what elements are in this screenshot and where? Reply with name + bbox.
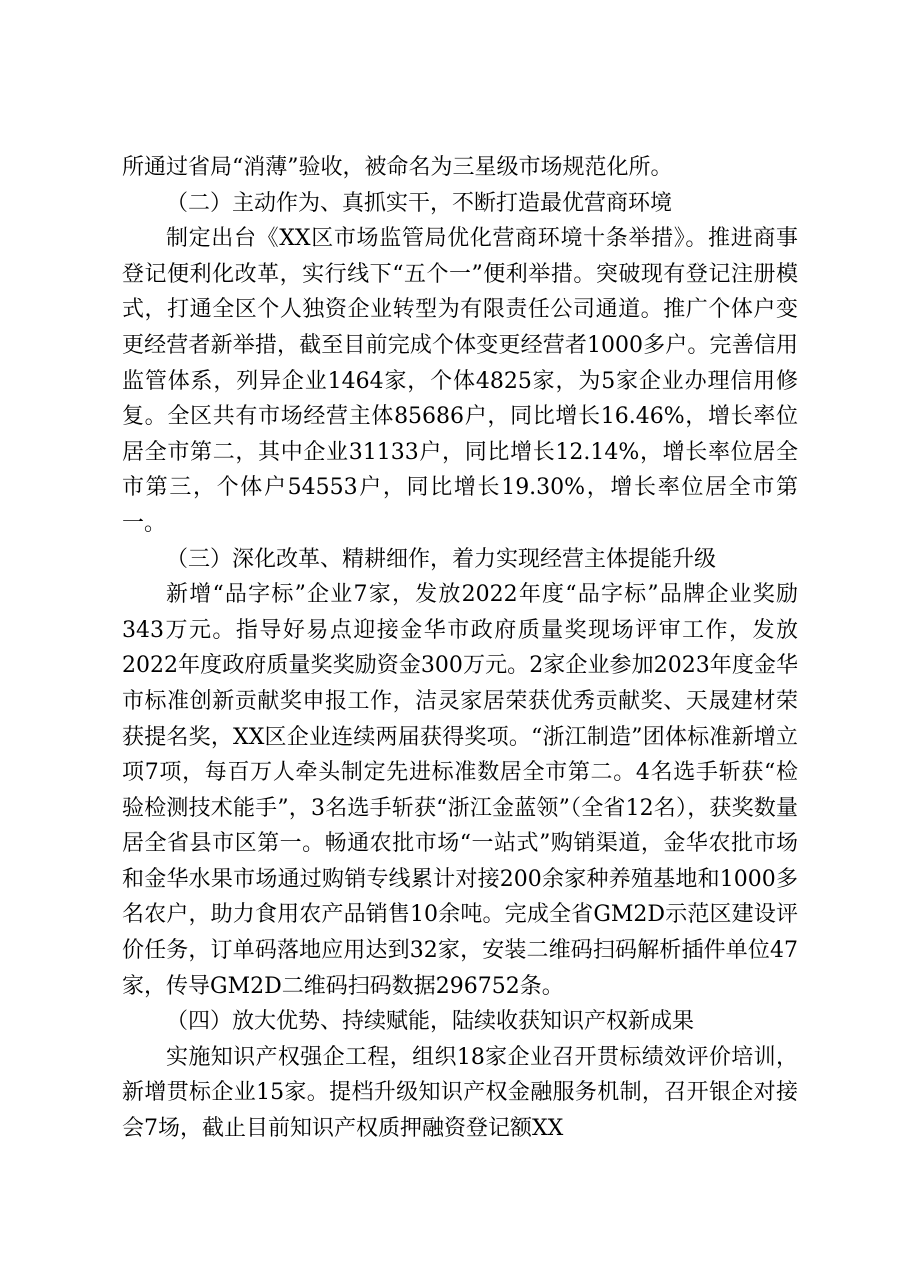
continuation-paragraph: 所通过省局“消薄”验收，被命名为三星级市场规范化所。 — [122, 155, 673, 180]
section-heading-2: （二）主动作为、真抓实干，不断打造最优营商环境 — [166, 190, 673, 216]
body-paragraph-ip: 实施知识产权强企工程，组织18家企业召开贯标绩效评价培训，新增贯标企业15家。提档升级知识产权金融服务机制，召开银企对接会7场，截止目前知识产权质押融资登记额XX — [122, 1044, 798, 1142]
section-heading-3: （三）深化改革、精耕细作，着力实现经营主体提能升级 — [166, 546, 717, 572]
section-heading-4: （四）放大优势、持续赋能，陆续收获知识产权新成果 — [166, 1009, 695, 1035]
document-body — [122, 150, 798, 1147]
body-paragraph-business-environment: 制定出台《XX区市场监管局优化营商环境十条举措》。推进商事登记便利化改革，实行线下“五个一”便利举措。突破现有登记注册模式，打通全区个人独资企业转型为有限责任公司通道。推广个体户变更经营者新举措，截至目前完成个体变更经营者1000多户。完善信用监管体系，列异企业1464家，个体4825家，为5家企业办理信用修复。全区共有市场经营主体85686户，同比增长16.46%，增长率位居全市第二，其中企业31133户，同比增长12.14%，增长率位居全市第三，个体户54553户，同比增长19.30%，增长率位居全市第一。 — [122, 226, 798, 536]
body-paragraph-reform: 新增“品字标”企业7家，发放2022年度“品字标”品牌企业奖励343万元。指导好易点迎接金华市政府质量奖现场评审工作，发放2022年度政府质量奖奖励资金300万元。2家企业参加2023年度金华市标准创新贡献奖申报工作，洁灵家居荣获优秀贡献奖、天晟建材荣获提名奖，XX区企业连续两届获得奖项。“浙江制造”团体标准新增立项7项，每百万人牵头制定先进标准数居全市第二。4名选手斩获“检验检测技术能手”，3名选手斩获“浙江金蓝领”（全省12名），获奖数量居全省县市区第一。畅通农批市场“一站式”购销渠道，金华农批市场和金华水果市场通过购销专线累计对接200余家种养殖基地和1000多名农户，助力食用农产品销售10余吨。完成全省GM2D示范区建设评价任务，订单码落地应用达到32家，安装二维码扫码解析插件单位47家，传导GM2D二维码扫码数据296752条。 — [122, 582, 798, 999]
